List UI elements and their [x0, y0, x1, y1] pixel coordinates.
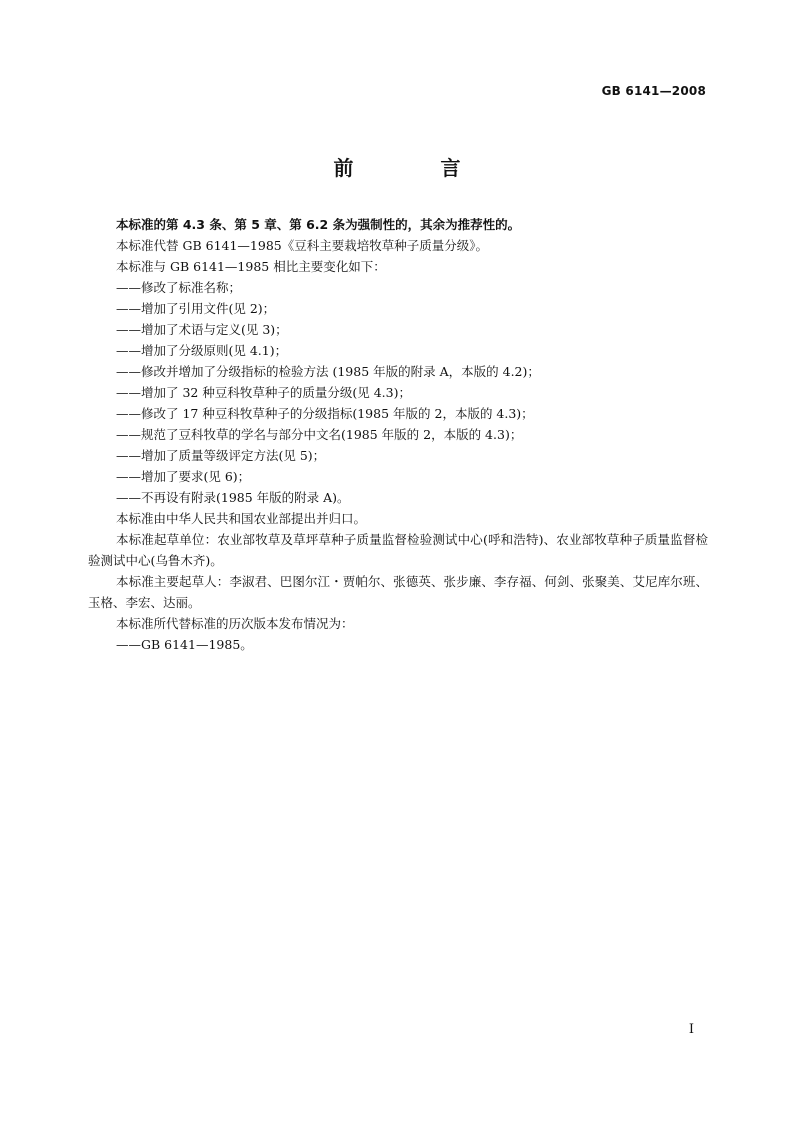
page-number: I [688, 1022, 694, 1037]
change-list-item: ——增加了分级原则(见 4.1)； [116, 343, 288, 358]
paragraph: 本标准所代替标准的历次版本发布情况为： [116, 616, 354, 631]
version-history-item: ——GB 6141—1985。 [116, 637, 253, 652]
change-list-item: ——规范了豆科牧草的学名与部分中文名(1985 年版的 2，本版的 4.3)； [116, 427, 523, 442]
change-list-item: ——增加了引用文件(见 2)； [116, 301, 276, 316]
paragraph: 本标准与 GB 6141—1985 相比主要变化如下： [116, 259, 386, 274]
paragraph: 本标准由中华人民共和国农业部提出并归口。 [116, 511, 367, 526]
change-list-item: ——修改了标准名称； [116, 280, 242, 295]
change-list-item: ——修改并增加了分级指标的检验方法 (1985 年版的附录 A，本版的 4.2)； [116, 364, 540, 379]
paragraph-drafting-units: 本标准起草单位：农业部牧草及草坪草种子质量监督检验测试中心(呼和浩特)、农业部牧草种子质量监督检验测试中心(乌鲁木齐)。 [88, 532, 708, 568]
change-list-item: ——增加了质量等级评定方法(见 5)； [116, 448, 326, 463]
change-list-item: ——增加了 32 种豆科牧草种子的质量分级(见 4.3)； [116, 385, 411, 400]
paragraph-mandatory-clause: 本标准的第 4.3 条、第 5 章、第 6.2 条为强制性的，其余为推荐性的。 [116, 217, 521, 232]
paragraph: 本标准代替 GB 6141—1985《豆科主要栽培牧草种子质量分级》。 [116, 238, 488, 253]
change-list-item: ——不再设有附录(1985 年版的附录 A)。 [116, 490, 350, 505]
change-list-item: ——增加了术语与定义(见 3)； [116, 322, 288, 337]
page-title: 前 言 [333, 156, 501, 180]
standard-code: GB 6141—2008 [601, 84, 706, 98]
paragraph-drafters: 本标准主要起草人：李淑君、巴图尔江・贾帕尔、张德英、张步廉、李存福、何剑、张聚美、艾尼库尔班、玉格、李宏、达丽。 [88, 574, 708, 610]
document-body [88, 214, 708, 655]
change-list-item: ——修改了 17 种豆科牧草种子的分级指标(1985 年版的 2，本版的 4.3)； [116, 406, 534, 421]
change-list-item: ——增加了要求(见 6)； [116, 469, 251, 484]
